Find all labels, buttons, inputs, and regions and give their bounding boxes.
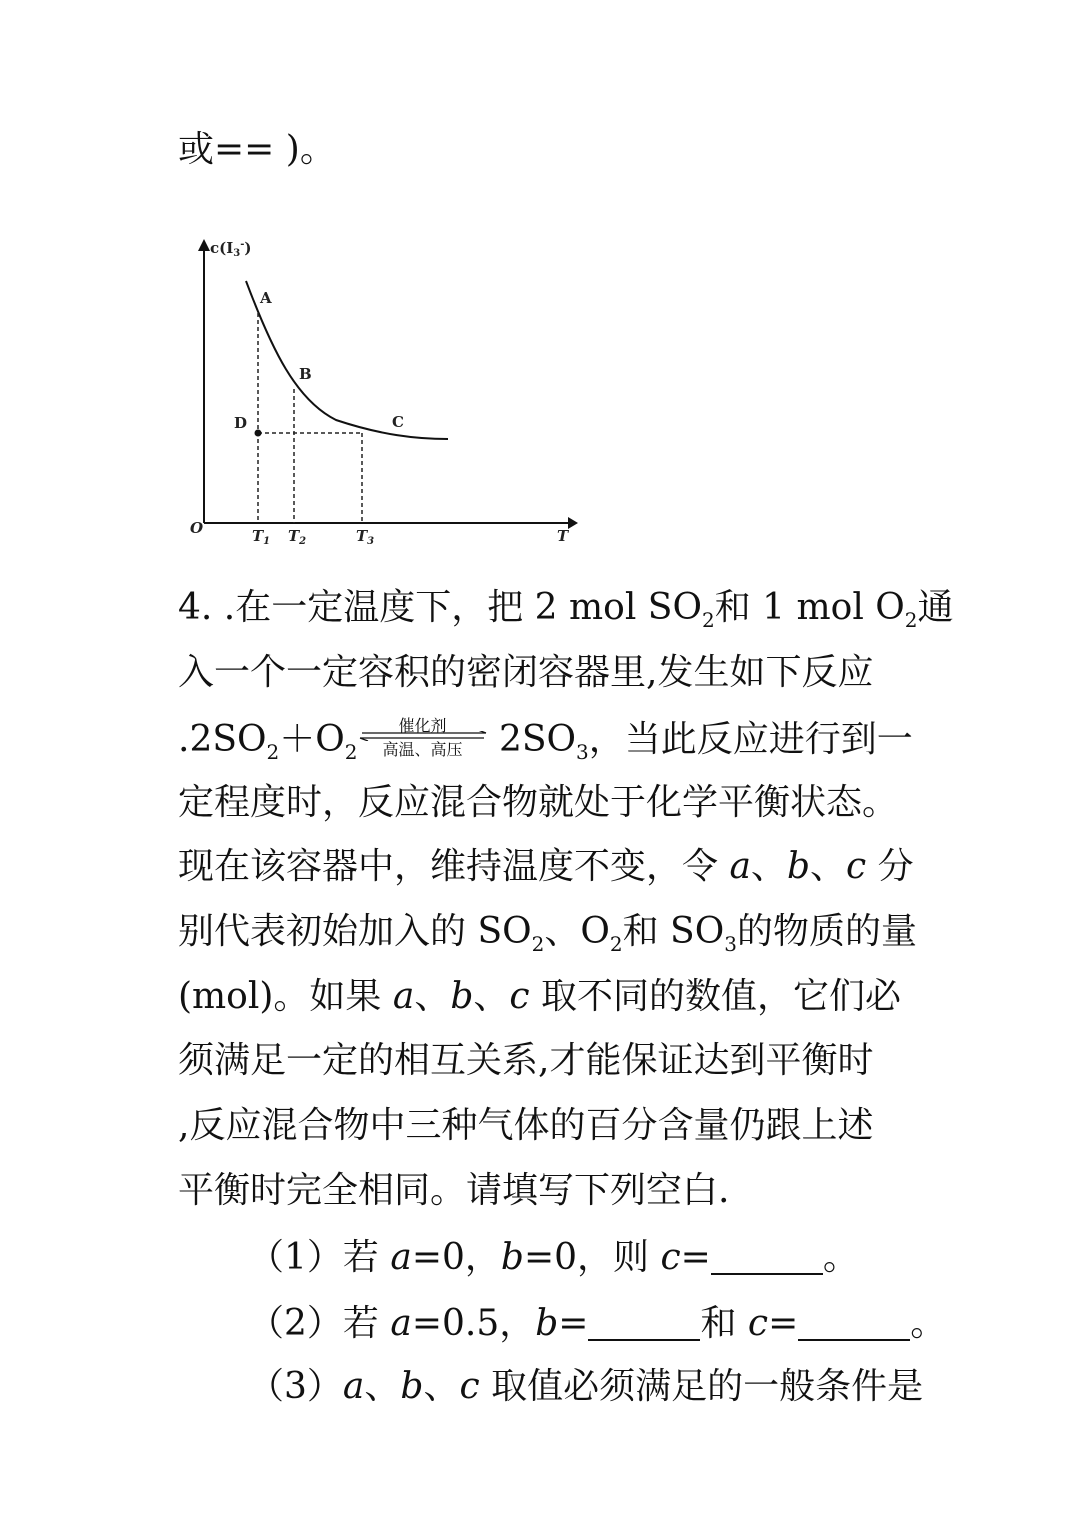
question-4-line-9: ,反应混合物中三种气体的百分含量仍跟上述 [178,1105,874,1146]
question-4-line-5: 现在该容器中，维持温度不变，令 a、b、c 分 [178,846,914,887]
concentration-temperature-graph [176,205,596,555]
catalyst-label: 催化剂 [398,716,447,735]
tick-label-t3: $T_3$ [356,527,375,547]
text-span: 或== )。 [178,129,336,170]
point-label-a: A [260,289,272,307]
tick-label-t1: $T_1$ [252,527,271,547]
origin-label: O [190,519,204,537]
text-line-fragment [178,128,938,172]
sub-question-3: （3）a、b、c 取值必须满足的一般条件是 [248,1366,924,1407]
answer-blank-c2[interactable] [798,1301,910,1341]
answer-blank-c[interactable] [711,1235,823,1275]
question-4-line-2: 入一个一定容积的密闭容器里,发生如下反应 [178,652,874,693]
question-4-line-7: (mol)。如果 a、b、c 取不同的数值，它们必 [178,976,902,1017]
curve-line [246,281,448,439]
y-axis-label: $c(I_3^-)$ [210,239,252,259]
tick-label-t2: $T_2$ [288,527,307,547]
question-4-line-10: 平衡时完全相同。请填写下列空白. [178,1170,730,1211]
point-label-d: D [234,414,248,432]
question-4-line-1: 4. .在一定温度下，把 2 mol $SO_2$和 1 mol $O_2$通 [178,587,954,633]
x-axis-label: T [557,527,569,545]
y-axis-arrow-icon [198,239,210,251]
x-axis-arrow-icon [568,517,578,529]
sub-question-2: （2）若 a=0.5，b= 和 c= 。 [248,1303,947,1344]
reaction-equation: $.2SO_2+O_2$ 催化剂 高温、高压 $2SO_3$，当此反应进行到一 [178,716,913,765]
question-4-line-6: 别代表初始加入的 $SO_2$、$O_2$和 $SO_3$的物质的量 [178,911,917,957]
point-label-c: C [392,413,404,431]
sub-question-1: （1）若 a=0，b=0，则 c= 。 [248,1237,859,1278]
point-label-b: B [299,365,312,383]
answer-blank-b[interactable] [588,1301,700,1341]
reversible-arrow [358,717,488,761]
question-4-line-8: 须满足一定的相互关系,才能保证达到平衡时 [178,1040,874,1081]
question-4-line-4: 定程度时，反应混合物就处于化学平衡状态。 [178,782,899,823]
condition-label: 高温、高压 [382,740,463,759]
point-d-marker [255,430,262,437]
